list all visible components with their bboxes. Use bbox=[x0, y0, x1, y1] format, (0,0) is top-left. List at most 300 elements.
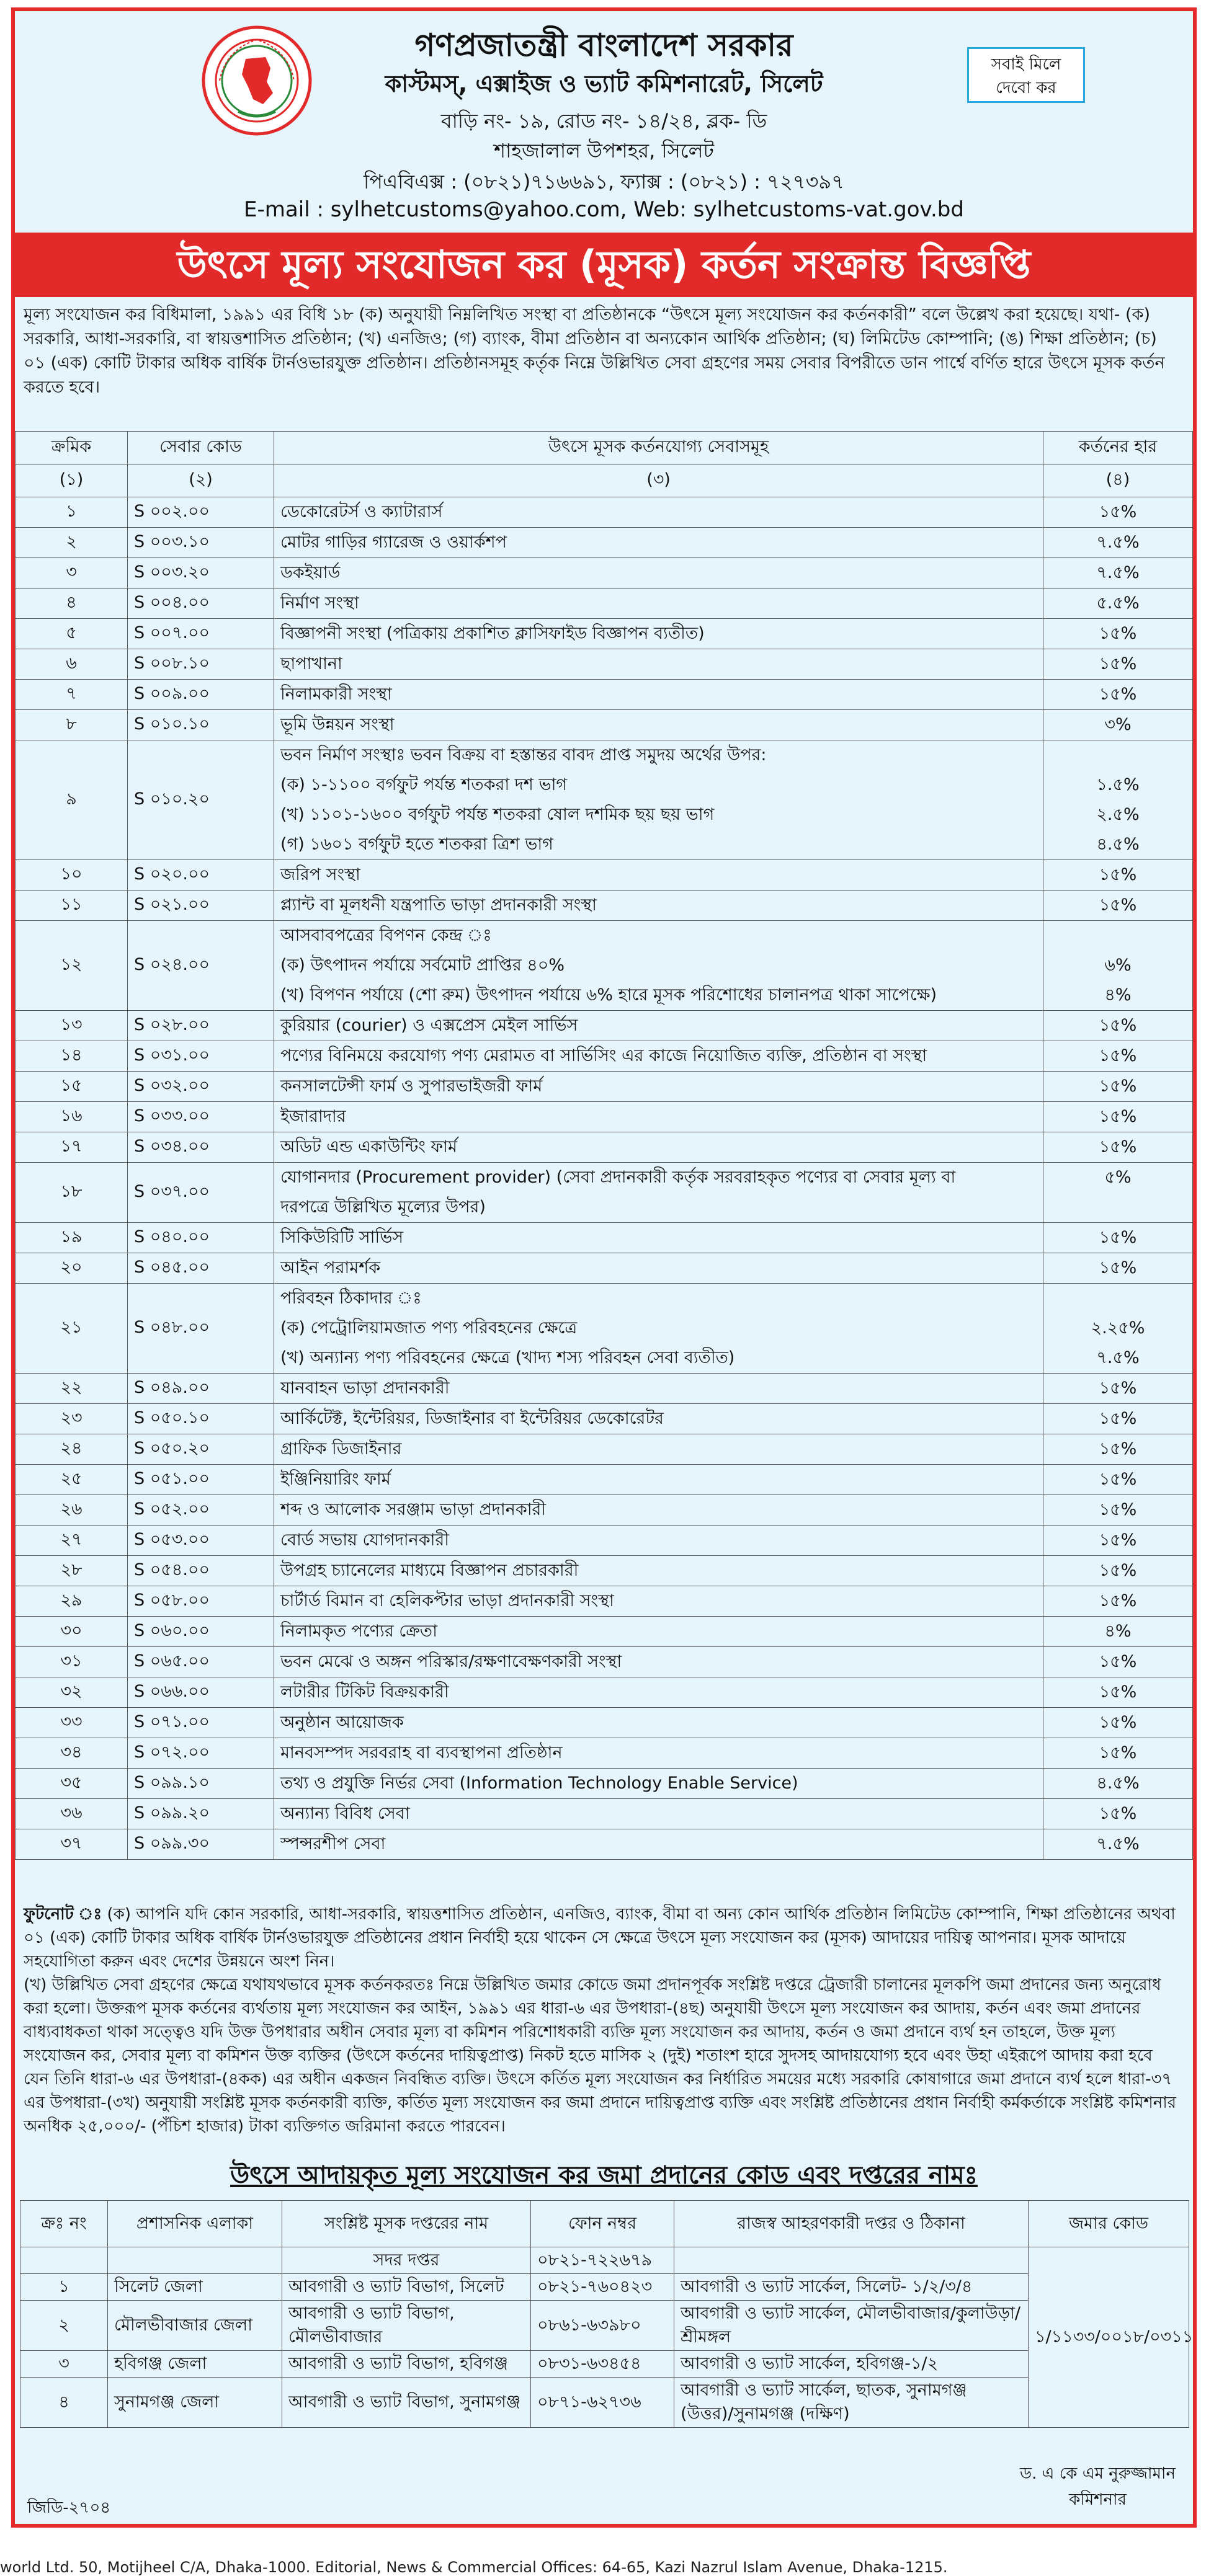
rate-line: ৫.৫% bbox=[1096, 593, 1140, 613]
table-row bbox=[16, 1647, 1193, 1677]
service-line: (ক) উৎপাদন পর্যায়ে সর্বমোট প্রাপ্তির ৪০% bbox=[280, 956, 565, 975]
row-serial: ৫ bbox=[16, 619, 128, 649]
slogan-box bbox=[967, 47, 1085, 103]
row-code: S ০২৮.০০ bbox=[128, 1011, 274, 1041]
rate-line: ১৫% bbox=[1099, 1439, 1137, 1459]
row-rate bbox=[1043, 1647, 1193, 1677]
service-line: মানবসম্পদ সরবরাহ বা ব্যবস্থাপনা প্রতিষ্ঠান bbox=[280, 1743, 563, 1762]
service-line: শব্দ ও আলোক সরঞ্জাম ভাড়া প্রদানকারী bbox=[280, 1500, 547, 1519]
row-code: S ০৪৮.০০ bbox=[128, 1284, 274, 1374]
row-rate bbox=[1043, 680, 1193, 710]
rate-line: ১৫% bbox=[1099, 1713, 1137, 1732]
col-serial-header: ক্রমিক bbox=[16, 432, 128, 464]
rate-line: ১৫% bbox=[1099, 1046, 1137, 1065]
service-line: স্পন্সরশীপ সেবা bbox=[280, 1834, 386, 1854]
row-code: S ০৫০.১০ bbox=[128, 1404, 274, 1434]
table-row bbox=[16, 1434, 1193, 1465]
table-row bbox=[16, 890, 1193, 921]
row-code: S ০৪৫.০০ bbox=[128, 1253, 274, 1284]
rate-line: ৩% bbox=[1104, 715, 1132, 734]
rate-line: ১৫% bbox=[1099, 1470, 1137, 1489]
head-office-blank-3 bbox=[674, 2247, 1029, 2274]
row-rate bbox=[1043, 740, 1193, 860]
intro-paragraph: মূল্য সংযোজন কর বিধিমালা, ১৯৯১ এর বিধি ১৮ (ক) অনুযায়ী নিম্নলিখিত সংস্থা বা প্রতিষ্ঠানকে “উৎসে মূল্য সংযোজন কর কর্তনকারী” বলে উল্লেখ করা হয়েছে। যথা- (ক) সরকারি, আধা-সরকারি, বা স্বায়ত্তশাসিত প্রতিষ্ঠান; (খ) এনজিও; (গ) ব্যাংক, বীমা প্রতিষ্ঠান বা অন্যকোন আর্থিক প্রতিষ্ঠান; (ঘ) লিমিটেড কোম্পানি; (ঙ) শিক্ষা প্রতিষ্ঠান; (চ) ০১ (এক) কোটি টাকার অধিক বার্ষিক টার্নওভারযুক্ত প্রতিষ্ঠান। প্রতিষ্ঠানসমূহ কর্তৃক নিম্নে উল্লিখিত সেবা গ্রহণের সময় সেবার বিপরীতে ডান পার্শ্বে বর্ণিত হারে উৎসে মূসক কর্তন করতে হবে। bbox=[24, 305, 1165, 397]
rate-line: ৪% bbox=[1104, 1622, 1132, 1641]
office-row bbox=[20, 2274, 1189, 2301]
row-code: S ০৩১.০০ bbox=[128, 1041, 274, 1072]
address-line-1: বাড়ি নং- ১৯, রোড নং- ১৪/২৪, ব্লক- ডি bbox=[440, 109, 767, 133]
office-row-serial: ১ bbox=[20, 2274, 108, 2301]
row-serial: ৩৩ bbox=[16, 1708, 128, 1738]
office-row-office: আবগারী ও ভ্যাট বিভাগ, মৌলভীবাজার bbox=[282, 2301, 531, 2351]
table-row bbox=[16, 1284, 1193, 1374]
table-row bbox=[16, 1495, 1193, 1526]
service-line: অন্যান্য বিবিধ সেবা bbox=[280, 1804, 410, 1823]
footnote bbox=[24, 1903, 1182, 2138]
service-line: নির্মাণ সংস্থা bbox=[280, 593, 359, 613]
table-row bbox=[16, 1769, 1193, 1799]
rate-line: ১৫% bbox=[1099, 865, 1137, 884]
row-serial: ২ bbox=[16, 528, 128, 558]
row-service bbox=[274, 1223, 1043, 1253]
row-code: S ০১০.১০ bbox=[128, 710, 274, 740]
rate-line: ১৫% bbox=[1099, 1228, 1137, 1247]
col-code-header: সেবার কোড bbox=[128, 432, 274, 464]
table-row bbox=[16, 588, 1193, 619]
row-rate bbox=[1043, 1223, 1193, 1253]
col-rate-sub: (৪) bbox=[1043, 464, 1193, 497]
row-serial: ১৯ bbox=[16, 1223, 128, 1253]
rate-line: ৭.৫% bbox=[1096, 1834, 1140, 1854]
row-serial: ৯ bbox=[16, 740, 128, 860]
service-line: নিলামকারী সংস্থা bbox=[280, 685, 392, 704]
row-service bbox=[274, 588, 1043, 619]
table-row bbox=[16, 1708, 1193, 1738]
row-code: S ০২১.০০ bbox=[128, 890, 274, 921]
row-service bbox=[274, 1253, 1043, 1284]
row-rate bbox=[1043, 1404, 1193, 1434]
signature-block bbox=[1020, 2461, 1176, 2513]
row-service bbox=[274, 1132, 1043, 1163]
rate-line: ৪.৫% bbox=[1096, 835, 1140, 854]
row-rate bbox=[1043, 619, 1193, 649]
row-rate bbox=[1043, 890, 1193, 921]
services-table-body bbox=[16, 497, 1193, 1860]
office-row-phone: ০৮৩১-৬৩৪৫৪ bbox=[531, 2351, 674, 2378]
footnote-label: ফুটনোট ঃ bbox=[24, 1905, 102, 1924]
row-serial: ২৫ bbox=[16, 1465, 128, 1495]
rate-line: ১৫% bbox=[1099, 624, 1137, 643]
row-code: S ০০৩.১০ bbox=[128, 528, 274, 558]
row-serial: ৩১ bbox=[16, 1647, 128, 1677]
row-service bbox=[274, 740, 1043, 860]
row-rate bbox=[1043, 1253, 1193, 1284]
rate-line: ১৫% bbox=[1099, 685, 1137, 704]
row-code: S ০২৪.০০ bbox=[128, 921, 274, 1011]
row-serial: ২১ bbox=[16, 1284, 128, 1374]
office-row-area: মৌলভীবাজার জেলা bbox=[108, 2301, 282, 2351]
office-table bbox=[20, 2200, 1194, 2428]
row-serial: ৬ bbox=[16, 649, 128, 680]
row-rate bbox=[1043, 860, 1193, 890]
head-office-blank-1 bbox=[20, 2247, 108, 2274]
rate-line: ১৫% bbox=[1099, 502, 1137, 522]
row-code: S ০৭১.০০ bbox=[128, 1708, 274, 1738]
row-service bbox=[274, 1799, 1043, 1829]
table-row bbox=[16, 1556, 1193, 1586]
rate-line: ৭.৫% bbox=[1096, 533, 1140, 552]
service-line: (খ) অন্যান্য পণ্য পরিবহনের ক্ষেত্রে (খাদ্য শস্য পরিবহন সেবা ব্যতীত) bbox=[280, 1348, 735, 1367]
service-line: মোটর গাড়ির গ্যারেজ ও ওয়ার্কশপ bbox=[280, 533, 507, 552]
table-row bbox=[16, 1617, 1193, 1647]
row-rate bbox=[1043, 528, 1193, 558]
table-row bbox=[16, 619, 1193, 649]
row-serial: ১৫ bbox=[16, 1072, 128, 1102]
services-table bbox=[15, 431, 1193, 1860]
table-row bbox=[16, 558, 1193, 588]
row-rate bbox=[1043, 1677, 1193, 1708]
row-rate bbox=[1043, 921, 1193, 1011]
row-serial: ২৩ bbox=[16, 1404, 128, 1434]
rate-line: ১৫% bbox=[1099, 654, 1137, 673]
service-line: তথ্য ও প্রযুক্তি নির্ভর সেবা (Information Technology Enable Service) bbox=[280, 1774, 798, 1793]
row-code: S ০৯৯.২০ bbox=[128, 1799, 274, 1829]
service-line: যানবাহন ভাড়া প্রদানকারী bbox=[280, 1379, 450, 1398]
rate-line: ১৫% bbox=[1099, 1561, 1137, 1580]
row-service bbox=[274, 860, 1043, 890]
table-row bbox=[16, 1677, 1193, 1708]
rate-line: ৪% bbox=[1104, 985, 1132, 1005]
row-serial: ২৬ bbox=[16, 1495, 128, 1526]
off-col-phone: ফোন নম্বর bbox=[531, 2201, 674, 2247]
row-code: S ০৯৯.৩০ bbox=[128, 1829, 274, 1860]
table-row bbox=[16, 1253, 1193, 1284]
row-serial: ৪ bbox=[16, 588, 128, 619]
service-line: গ্রাফিক ডিজাইনার bbox=[280, 1439, 402, 1459]
row-rate bbox=[1043, 1374, 1193, 1404]
govt-name: গণপ্রজাতন্ত্রী বাংলাদেশ সরকার bbox=[414, 27, 793, 63]
notice-title: উৎসে মূল্য সংযোজন কর (মূসক) কর্তন সংক্রান্ত বিজ্ঞপ্তি bbox=[15, 233, 1193, 297]
table-row bbox=[16, 1223, 1193, 1253]
table-row bbox=[16, 1041, 1193, 1072]
rate-line bbox=[1050, 1284, 1186, 1313]
service-line: আইন পরামর্শক bbox=[280, 1258, 381, 1277]
service-line: চার্টার্ড বিমান বা হেলিকপ্টার ভাড়া প্রদানকারী সংস্থা bbox=[280, 1591, 614, 1610]
email-web-line: E-mail : sylhetcustoms@yahoo.com, Web: sylhetcustoms-vat.gov.bd bbox=[244, 197, 964, 222]
row-rate bbox=[1043, 1617, 1193, 1647]
row-serial: ১ bbox=[16, 497, 128, 528]
row-service bbox=[274, 1465, 1043, 1495]
service-line: কুরিয়ার (courier) ও এক্সপ্রেস মেইল সার্ভিস bbox=[280, 1016, 578, 1035]
row-rate bbox=[1043, 1072, 1193, 1102]
rate-line: ১.৫% bbox=[1096, 775, 1140, 794]
rate-line: ৭.৫% bbox=[1096, 1348, 1140, 1367]
service-line: সিকিউরিটি সার্ভিস bbox=[280, 1228, 404, 1247]
signatory-designation: কমিশনার bbox=[1069, 2490, 1127, 2509]
rate-line bbox=[1050, 921, 1186, 951]
row-rate bbox=[1043, 1102, 1193, 1132]
service-line: (ক) ১-১১০০ বর্গফুট পর্যন্ত শতকরা দশ ভাগ bbox=[280, 775, 568, 794]
office-row-revenue: আবগারী ও ভ্যাট সার্কেল, ছাতক, সুনামগঞ্জ (উত্তর)/সুনামগঞ্জ (দক্ষিণ) bbox=[674, 2378, 1029, 2428]
table-row bbox=[16, 1163, 1193, 1223]
notice-frame bbox=[11, 7, 1197, 2528]
service-line: যোগানদার (Procurement provider) (সেবা প্রদানকারী কর্তৃক সরবরাহকৃত পণ্যের বা সেবার মূল্য বা bbox=[280, 1168, 956, 1187]
row-code: S ০৫২.০০ bbox=[128, 1495, 274, 1526]
rate-line: ১৫% bbox=[1099, 1016, 1137, 1035]
row-code: S ০৩২.০০ bbox=[128, 1072, 274, 1102]
table-row bbox=[16, 740, 1193, 860]
notice-header bbox=[15, 11, 1193, 230]
rate-line: ৫% bbox=[1104, 1168, 1132, 1187]
gd-number: জিডি-২৭০৪ bbox=[27, 2498, 111, 2517]
address-line-2: শাহজালাল উপশহর, সিলেট bbox=[494, 139, 714, 162]
rate-line: ১৫% bbox=[1099, 1077, 1137, 1096]
service-line: উপগ্রহ চ্যানেলের মাধ্যমে বিজ্ঞাপন প্রচারকারী bbox=[280, 1561, 579, 1580]
row-service bbox=[274, 649, 1043, 680]
row-service bbox=[274, 921, 1043, 1011]
table-row bbox=[16, 1072, 1193, 1102]
service-line: ইঞ্জিনিয়ারিং ফার্ম bbox=[280, 1470, 391, 1489]
service-line: (খ) বিপণন পর্যায়ে (শো রুম) উৎপাদন পর্যায়ে ৬% হারে মূসক পরিশোধের চালানপত্র থাকা সাপেক্ষে) bbox=[280, 985, 937, 1005]
rate-line: ১৫% bbox=[1099, 1258, 1137, 1277]
service-line: অনুষ্ঠান আয়োজক bbox=[280, 1713, 404, 1732]
row-rate bbox=[1043, 710, 1193, 740]
row-code: S ০০৪.০০ bbox=[128, 588, 274, 619]
col-service-header: উৎসে মূসক কর্তনযোগ্য সেবাসমূহ bbox=[274, 432, 1043, 464]
service-line: বোর্ড সভায় যোগদানকারী bbox=[280, 1530, 449, 1550]
rate-line: ১৫% bbox=[1099, 1804, 1137, 1823]
row-service bbox=[274, 1769, 1043, 1799]
row-code: S ০০৯.০০ bbox=[128, 680, 274, 710]
row-code: S ০৫০.২০ bbox=[128, 1434, 274, 1465]
off-col-revenue: রাজস্ব আহরণকারী দপ্তর ও ঠিকানা bbox=[674, 2201, 1029, 2247]
row-serial: ৩৪ bbox=[16, 1738, 128, 1769]
table-row bbox=[16, 1526, 1193, 1556]
service-line: (গ) ১৬০১ বর্গফুট হতে শতকরা ত্রিশ ভাগ bbox=[280, 835, 553, 854]
service-line: প্ল্যান্ট বা মূলধনী যন্ত্রপাতি ভাড়া প্রদানকারী সংস্থা bbox=[280, 895, 597, 915]
table-row bbox=[16, 1374, 1193, 1404]
table-row bbox=[16, 1799, 1193, 1829]
row-serial: ১৮ bbox=[16, 1163, 128, 1223]
row-rate bbox=[1043, 1738, 1193, 1769]
row-rate bbox=[1043, 1586, 1193, 1617]
office-row-serial: ২ bbox=[20, 2301, 108, 2351]
row-service bbox=[274, 710, 1043, 740]
office-row-area: সুনামগঞ্জ জেলা bbox=[108, 2378, 282, 2428]
slogan-line-1: সবাই মিলে bbox=[991, 55, 1061, 74]
row-serial: ১৬ bbox=[16, 1102, 128, 1132]
table-row bbox=[16, 921, 1193, 1011]
service-line: নিলামকৃত পণ্যের ক্রেতা bbox=[280, 1622, 437, 1641]
office-row-phone: ০৮২১-৭৬০৪২৩ bbox=[531, 2274, 674, 2301]
service-line: লটারীর টিকিট বিক্রয়কারী bbox=[280, 1682, 449, 1702]
service-line: ইজারাদার bbox=[280, 1107, 346, 1126]
rate-line: ১৫% bbox=[1099, 1743, 1137, 1762]
table-row bbox=[16, 497, 1193, 528]
row-service bbox=[274, 1041, 1043, 1072]
office-row-office: আবগারী ও ভ্যাট বিভাগ, সিলেট bbox=[282, 2274, 531, 2301]
office-header-row bbox=[20, 2201, 1189, 2247]
row-code: S ০৭২.০০ bbox=[128, 1738, 274, 1769]
row-serial: ১৩ bbox=[16, 1011, 128, 1041]
row-code: S ০৪০.০০ bbox=[128, 1223, 274, 1253]
row-code: S ০৬৫.০০ bbox=[128, 1647, 274, 1677]
rate-line bbox=[1050, 740, 1186, 770]
rate-line: ৬% bbox=[1104, 956, 1132, 975]
rate-line: ১৫% bbox=[1099, 1682, 1137, 1702]
row-rate bbox=[1043, 1799, 1193, 1829]
row-serial: ১১ bbox=[16, 890, 128, 921]
row-rate bbox=[1043, 1132, 1193, 1163]
service-line: পণ্যের বিনিময়ে করযোগ্য পণ্য মেরামত বা সার্ভিসিং এর কাজে নিয়োজিত ব্যক্তি, প্রতিষ্ঠান বা সংস্থা bbox=[280, 1046, 927, 1065]
service-line: বিজ্ঞাপনী সংস্থা (পত্রিকায় প্রকাশিত ক্লাসিফাইড বিজ্ঞাপন ব্যতীত) bbox=[280, 624, 705, 643]
office-row bbox=[20, 2301, 1189, 2351]
service-line: ডেকোরেটর্স ও ক্যাটারার্স bbox=[280, 502, 443, 522]
off-col-area: প্রশাসনিক এলাকা bbox=[108, 2201, 282, 2247]
row-rate bbox=[1043, 1708, 1193, 1738]
rate-line: ১৫% bbox=[1099, 1652, 1137, 1671]
head-office-phone: ০৮২১-৭২২৬৭৯ bbox=[531, 2247, 674, 2274]
row-serial: ২০ bbox=[16, 1253, 128, 1284]
signatory-name: ড. এ কে এম নুরুজ্জামান bbox=[1020, 2464, 1176, 2483]
row-service bbox=[274, 558, 1043, 588]
row-serial: ২৮ bbox=[16, 1556, 128, 1586]
office-row-phone: ০৮৬১-৬৩৯৮০ bbox=[531, 2301, 674, 2351]
row-code: S ০৫৪.০০ bbox=[128, 1556, 274, 1586]
row-service bbox=[274, 1072, 1043, 1102]
row-service bbox=[274, 528, 1043, 558]
phone-line: পিএবিএক্স : (০৮২১)৭১৬৬৯১, ফ্যাক্স : (০৮২১) : ৭২৭৩৯৭ bbox=[364, 170, 844, 193]
rate-line: ১৫% bbox=[1099, 1379, 1137, 1398]
row-service bbox=[274, 680, 1043, 710]
row-code: S ০৩৪.০০ bbox=[128, 1132, 274, 1163]
head-office-row bbox=[20, 2247, 1189, 2274]
service-line: আর্কিটেক্ট, ইন্টেরিয়র, ডিজাইনার বা ইন্টেরিয়র ডেকোরেটর bbox=[280, 1409, 664, 1428]
head-office-name: সদর দপ্তর bbox=[282, 2247, 531, 2274]
rate-line: ১৫% bbox=[1099, 1530, 1137, 1550]
row-service bbox=[274, 1434, 1043, 1465]
table-row bbox=[16, 710, 1193, 740]
row-serial: ১২ bbox=[16, 921, 128, 1011]
footnote-para-1 bbox=[24, 1903, 1182, 1973]
table-header-row bbox=[16, 432, 1193, 464]
service-line: ছাপাখানা bbox=[280, 654, 342, 673]
table-row bbox=[16, 860, 1193, 890]
office-row-revenue: আবগারী ও ভ্যাট সার্কেল, হবিগঞ্জ-১/২ bbox=[674, 2351, 1029, 2378]
rate-line: ১৫% bbox=[1099, 1500, 1137, 1519]
row-serial: ২৯ bbox=[16, 1586, 128, 1617]
table-row bbox=[16, 1465, 1193, 1495]
rate-line: ৭.৫% bbox=[1096, 563, 1140, 582]
table-row bbox=[16, 1102, 1193, 1132]
row-service bbox=[274, 890, 1043, 921]
office-name: কাস্টমস্, এক্সাইজ ও ভ্যাট কমিশনারেট, সিলেট bbox=[385, 70, 823, 97]
row-rate bbox=[1043, 1434, 1193, 1465]
row-serial: ২৪ bbox=[16, 1434, 128, 1465]
row-rate bbox=[1043, 1465, 1193, 1495]
rate-line bbox=[1050, 1193, 1186, 1222]
row-service bbox=[274, 1617, 1043, 1647]
row-rate bbox=[1043, 1495, 1193, 1526]
row-service bbox=[274, 1829, 1043, 1860]
row-serial: ৩৫ bbox=[16, 1769, 128, 1799]
row-serial: ১৪ bbox=[16, 1041, 128, 1072]
service-line: আসবাবপত্রের বিপণন কেন্দ্র ঃ bbox=[280, 926, 492, 945]
rate-line: ১৫% bbox=[1099, 1409, 1137, 1428]
footnote-text-1: (ক) আপনি যদি কোন সরকারি, আধা-সরকারি, স্বায়ত্তশাসিত প্রতিষ্ঠান, এনজিও, ব্যাংক, বীমা বা অন্য কোন আর্থিক প্রতিষ্ঠান লিমিটেড কোম্পানি, শিক্ষা প্রতিষ্ঠানের অথবা ০১ (এক) কোটি টাকার অধিক বার্ষিক টার্নওভারযুক্ত প্রতিষ্ঠানের প্রধান নির্বাহী হয়ে থাকেন সে ক্ষেত্রে উৎসে মূল্য সংযোজন কর (মূসক) আদায়ের দায়িত্ব আপনার। মূসক আদায়ে সহযোগিতা করুন এবং দেশের উন্নয়নে অংশ নিন। bbox=[24, 1905, 1176, 1971]
table-row bbox=[16, 1011, 1193, 1041]
row-code: S ০২০.০০ bbox=[128, 860, 274, 890]
service-line: দরপত্রে উল্লিখিত মূল্যের উপর) bbox=[280, 1197, 486, 1217]
office-row-area: সিলেট জেলা bbox=[108, 2274, 282, 2301]
table-row bbox=[16, 1404, 1193, 1434]
row-rate bbox=[1043, 1556, 1193, 1586]
row-serial: ৩০ bbox=[16, 1617, 128, 1647]
office-row-revenue: আবগারী ও ভ্যাট সার্কেল, সিলেট- ১/২/৩/৪ bbox=[674, 2274, 1029, 2301]
row-rate bbox=[1043, 1829, 1193, 1860]
row-code: S ০৪৯.০০ bbox=[128, 1374, 274, 1404]
col-code-sub: (২) bbox=[128, 464, 274, 497]
service-line: ভবন নির্মাণ সংস্থাঃ ভবন বিক্রয় বা হস্তান্তর বাবদ প্রাপ্ত সমুদয় অর্থের উপর: bbox=[280, 745, 767, 765]
row-rate bbox=[1043, 1769, 1193, 1799]
head-office-blank-2 bbox=[108, 2247, 282, 2274]
deposit-code: ১/১১৩৩/০০১৮/০৩১১ bbox=[1029, 2247, 1189, 2428]
row-service bbox=[274, 1708, 1043, 1738]
row-serial: ৩৭ bbox=[16, 1829, 128, 1860]
slogan-line-2: দেবো কর bbox=[996, 79, 1056, 97]
row-service bbox=[274, 1404, 1043, 1434]
row-service bbox=[274, 1586, 1043, 1617]
table-row bbox=[16, 1132, 1193, 1163]
row-code: S ০৫৮.০০ bbox=[128, 1586, 274, 1617]
row-service bbox=[274, 1374, 1043, 1404]
row-rate bbox=[1043, 1011, 1193, 1041]
rate-line: ৪.৫% bbox=[1096, 1774, 1140, 1793]
row-code: S ০০৮.১০ bbox=[128, 649, 274, 680]
table-row bbox=[16, 1738, 1193, 1769]
office-row-serial: ৩ bbox=[20, 2351, 108, 2378]
row-service bbox=[274, 1647, 1043, 1677]
rate-line: ১৫% bbox=[1099, 1137, 1137, 1157]
row-service bbox=[274, 1495, 1043, 1526]
row-service bbox=[274, 1556, 1043, 1586]
row-rate bbox=[1043, 558, 1193, 588]
rate-line: ২.২৫% bbox=[1091, 1318, 1145, 1338]
office-row-office: আবগারী ও ভ্যাট বিভাগ, সুনামগঞ্জ bbox=[282, 2378, 531, 2428]
row-rate bbox=[1043, 649, 1193, 680]
row-serial: ২৭ bbox=[16, 1526, 128, 1556]
col-rate-header: কর্তনের হার bbox=[1043, 432, 1193, 464]
press-imprint: world Ltd. 50, Motijheel C/A, Dhaka-1000. Editorial, News & Commercial Offices: 64-65, Kazi Nazrul Islam Avenue, Dhaka-1215. bbox=[0, 2559, 948, 2576]
row-service bbox=[274, 1677, 1043, 1708]
row-code: S ০৬০.০০ bbox=[128, 1617, 274, 1647]
row-service bbox=[274, 1163, 1043, 1223]
row-service bbox=[274, 1526, 1043, 1556]
row-rate bbox=[1043, 1163, 1193, 1223]
table-subheader-row bbox=[16, 464, 1193, 497]
off-col-code: জমার কোড bbox=[1029, 2201, 1189, 2247]
row-serial: ৩২ bbox=[16, 1677, 128, 1708]
row-service bbox=[274, 1284, 1043, 1374]
row-rate bbox=[1043, 588, 1193, 619]
row-code: S ০৩৩.০০ bbox=[128, 1102, 274, 1132]
row-serial: ১০ bbox=[16, 860, 128, 890]
row-code: S ০৫১.০০ bbox=[128, 1465, 274, 1495]
office-row-area: হবিগঞ্জ জেলা bbox=[108, 2351, 282, 2378]
row-serial: ৩৬ bbox=[16, 1799, 128, 1829]
col-service-sub: (৩) bbox=[274, 464, 1043, 497]
rate-line: ১৫% bbox=[1099, 1107, 1137, 1126]
